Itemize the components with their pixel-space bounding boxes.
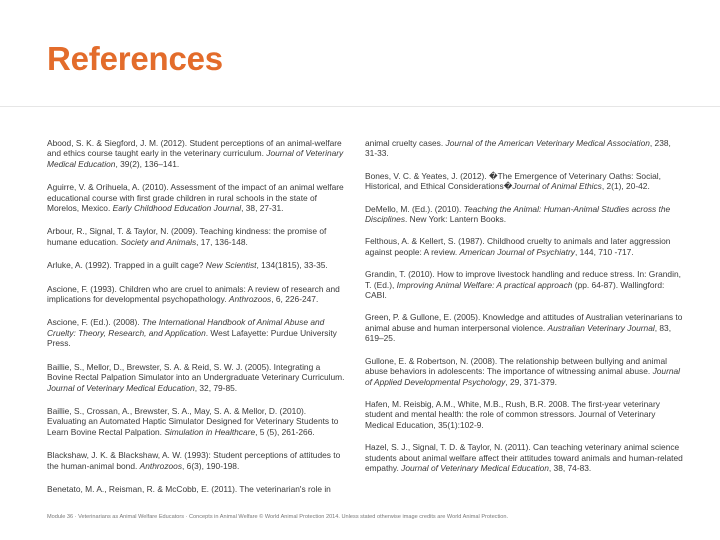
reference-entry (47, 226, 347, 247)
reference-source-title: Improving Animal Welfare: A practical approach (396, 279, 573, 290)
reference-source-title: Teaching the Animal: Human-Animal Studies across the Disciplines (365, 203, 671, 225)
reference-source-title: Journal of the American Veterinary Medical Association (445, 138, 650, 148)
reference-entry (47, 182, 347, 213)
reference-text: , 5 (5), 261-266. (255, 426, 315, 437)
reference-text: , 29, 371-379. (505, 376, 557, 387)
reference-text: Arbour, R., Signal, T. & Taylor, N. (2009). Teaching kindness: the promise of humane education. (47, 226, 327, 247)
reference-entry (47, 317, 347, 348)
reference-text: Felthous, A. & Kellert, S. (1987). Childhood cruelty to animals and later aggression against people: A review. (365, 236, 671, 257)
reference-text: , 6(3), 190-198. (182, 460, 240, 471)
reference-source-title: Simulation in Healthcare (164, 426, 256, 437)
reference-source-title: Journal of Veterinary Medical Education (47, 382, 195, 393)
reference-entry (365, 138, 683, 159)
reference-text: (pp. 64-87). Wallingford: CABI. (365, 279, 665, 301)
footer-text: Module 36 · Veterinarians as Animal Welfare Educators · Concepts in Animal Welfare © World Animal Protection 2014. Unless stated otherwise image credits are World Animal Protection. (47, 514, 509, 520)
reference-source-title: Journal of Animal Ethics (512, 181, 602, 192)
reference-entry (47, 138, 347, 169)
reference-source-title: The International Handbook of Animal Abuse and Cruelty: Theory, Research, and Application (47, 317, 325, 338)
reference-entry (365, 312, 683, 343)
reference-text: , 38, 27-31. (241, 203, 284, 214)
reference-text: , 32, 79-85. (194, 382, 238, 393)
reference-text: , 144, 710 -717. (574, 246, 634, 257)
reference-text: , 83, 619–25. (365, 322, 672, 344)
reference-entry (365, 399, 683, 430)
reference-text: , 134(1815), 33-35. (256, 260, 328, 271)
reference-text: Ascione, F. (1993). Children who are cruel to animals: A review of research and implications for developmental psychopathology. (47, 283, 340, 305)
reference-text: Hazel, S. J., Signal, T. D. & Taylor, N. (2011). Can teaching veterinary animal science students about animal welfare affect their attitudes toward animals and human-related empathy. (365, 442, 683, 473)
reference-source-title: Journal of Applied Developmental Psychology (365, 366, 681, 387)
reference-entry (365, 236, 683, 257)
reference-source-title: American Journal of Psychiatry (459, 246, 575, 257)
reference-entry (365, 171, 683, 192)
reference-text: Hafen, M. Reisbig, A.M., White, M.B., Rush, B.R. 2008. The first-year veterinary student and mental health: the role of common stressors. Journal of Veterinary Medical Education, 35(1):102-9. (365, 398, 660, 430)
reference-entry (47, 362, 347, 393)
references-left-column (47, 138, 347, 507)
reference-text: DeMello, M. (Ed.). (2010). (365, 203, 464, 214)
reference-source-title: Early Childhood Education Journal (112, 203, 242, 214)
reference-text: Bones, V. C. & Yeates, J. (2012). �The Emergence of Veterinary Oaths: Social, Historical, and Ethical Considerations� (365, 170, 661, 192)
reference-entry (47, 260, 347, 270)
reference-entry (365, 269, 683, 300)
reference-source-title: Society and Animals (120, 236, 197, 247)
reference-text: Benetato, M. A., Reisman, R. & McCobb, E. (2011). The veterinarian's role in (47, 483, 331, 494)
reference-text: , 6, 226-247. (271, 294, 319, 305)
reference-text: Aguirre, V. & Orihuela, A. (2010). Assessment of the impact of an animal welfare educational course with first grade children in rural schools in the state of Morelos, Mexico. (47, 182, 344, 214)
reference-text: Baillie, S., Crossan, A., Brewster, S. A., May, S. A. & Mellor, D. (2010). Evaluating an Automated Haptic Simulator Designed for Veterinary Students to Learn Bovine Rectal Palpation. (47, 405, 339, 437)
reference-entry (365, 204, 683, 225)
reference-entry (47, 406, 347, 437)
reference-text: Abood, S. K. & Siegford, J. M. (2012). Student perceptions of an animal-welfare and ethics course taught early in the veterinary curriculum. (47, 138, 342, 159)
reference-text: Blackshaw, J. K. & Blackshaw, A. W. (1993): Student perceptions of attitudes to the human-animal bond. (47, 450, 341, 471)
reference-text: , 38, 74-83. (548, 462, 592, 473)
reference-text: . New York: Lantern Books. (405, 214, 507, 225)
reference-source-title: Journal of Veterinary Medical Education (47, 148, 344, 169)
reference-source-title: Anthrozoos (228, 294, 272, 305)
reference-source-title: New Scientist (205, 260, 257, 271)
reference-text: Green, P. & Gullone, E. (2005). Knowledge and attitudes of Australian veterinarians to animal abuse and human interpersonal violence. (365, 312, 683, 333)
reference-source-title: Australian Veterinary Journal (547, 322, 655, 333)
reference-entry (365, 356, 683, 387)
reference-text: , 238, 31-33. (365, 138, 671, 159)
reference-text: Arluke, A. (1992). Trapped in a guilt cage? (47, 260, 206, 271)
reference-source-title: Anthrozoos (139, 460, 183, 471)
reference-text: animal cruelty cases. (365, 138, 446, 148)
page-title: References (47, 40, 223, 77)
reference-text: . West Lafayette: Purdue University Press. (47, 327, 337, 349)
title-divider (0, 106, 720, 107)
reference-text: , 39(2), 136–141. (115, 158, 180, 169)
reference-source-title: Journal of Veterinary Medical Education (401, 462, 549, 473)
reference-text: , 2(1), 20-42. (601, 181, 650, 192)
reference-entry (47, 450, 347, 471)
references-right-column (365, 138, 683, 485)
reference-entry (47, 284, 347, 305)
reference-text: Baillie, S., Mellor, D., Brewster, S. A. & Reid, S. W. J. (2005). Integrating a Bovine Rectal Palpation Simulator into an Undergraduate Veterinary Curriculum. (47, 361, 345, 383)
reference-entry (47, 484, 347, 494)
reference-text: , 17, 136-148. (196, 236, 248, 247)
reference-text: Ascione, F. (Ed.). (2008). (47, 317, 142, 328)
reference-entry (365, 442, 683, 473)
reference-text: Gullone, E. & Robertson, N. (2008). The relationship between bullying and animal abuse behaviors in adolescents: The importance of witnessing animal abuse. (365, 355, 667, 377)
reference-text: Grandin, T. (2010). How to improve livestock handling and reduce stress. In: Grandin, T. (Ed.), (365, 269, 681, 290)
